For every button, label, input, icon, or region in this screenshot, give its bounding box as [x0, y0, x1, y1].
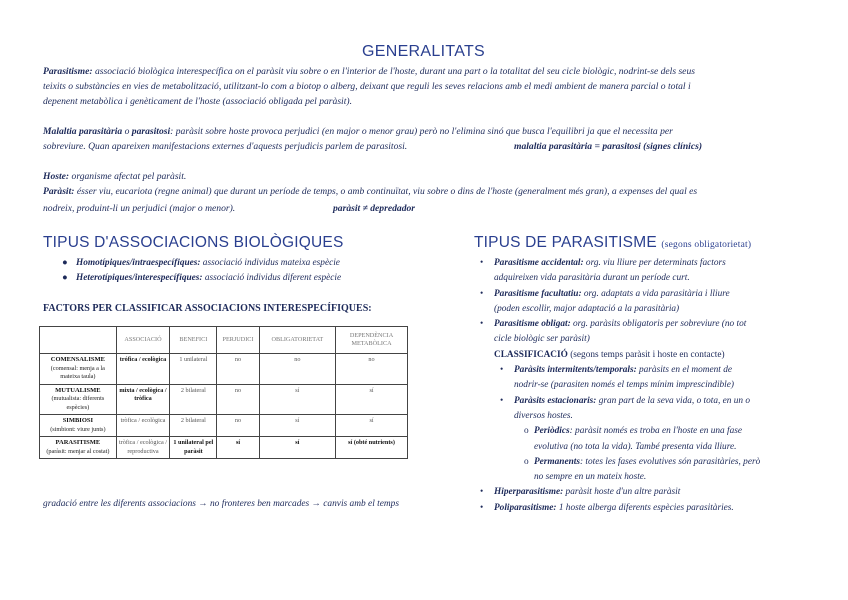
list-item-term: Hiperparasitisme: — [494, 487, 564, 498]
list-item-term: Parasitisme accidental: — [494, 258, 584, 268]
row-name-sub: (comensal: menja a la mateixa taula) — [50, 364, 105, 380]
table-cell: no — [336, 354, 408, 385]
associacions-table — [39, 326, 408, 459]
hoste-term: Hoste: — [43, 171, 70, 182]
table-header-row — [40, 327, 408, 354]
table-row-name — [40, 415, 117, 437]
sub-list-item-text: gran part de la seva vida, o tota, en un o — [596, 395, 751, 406]
parasitisme-term: Parasitisme: — [43, 66, 93, 77]
sub-sub-list-item-term: Permanents — [534, 456, 580, 467]
parasitisme-definition-line-2: teixits o substàncies en vies de metabolització, utilitzant-lo com a biotop o alberg, deixant que reguli les seves relacions amb el medi ambient de manera parcial o total i — [43, 81, 691, 92]
row-name-sub: (mutualista: diferents espècies) — [51, 395, 105, 411]
row-name-text: COMENSALISME — [50, 356, 105, 363]
malaltia-connector: o — [122, 126, 132, 137]
table-header-cell: OBLIGATORIETAT — [259, 327, 335, 354]
table-cell: sí — [217, 437, 259, 459]
right-list — [480, 256, 820, 516]
table-cell: 2 bilateral — [170, 415, 217, 437]
malaltia-text: : paràsit sobre hoste provoca perjudici (en major o menor grau) però no l'elimina sinó que busca l'equilibri ja que el necessita per — [170, 126, 673, 137]
bullet-icon: • — [500, 365, 504, 376]
parasitisme-heading-note: (segons obligatorietat) — [661, 240, 752, 250]
list-item — [480, 501, 820, 516]
table-cell: sí — [259, 384, 335, 415]
row-name-text: SIMBIOSI — [62, 417, 94, 424]
parasit-text: ésser viu, eucariota (regne animal) que durant un període de temps, o amb continuïtat, viu sobre o dins de l'hoste (generalment més gran), a expenses del qual es — [74, 186, 698, 197]
table-row-name — [40, 384, 117, 415]
malaltia-definition-line-2: sobreviure. Quan apareixen manifestacions externes d'aquests perjudicis parlem de parasitosi. — [43, 141, 408, 152]
parasitisme-text: associació biològica interespecífica on el paràsit viu sobre o en l'interior de l'hoste, durant una part o la totalitat del seu cicle biològic, nodrint-se dels seus — [92, 66, 695, 77]
classificacio-heading — [480, 348, 820, 363]
sub-list-item-term: Paràsits intermitents/temporals: — [514, 365, 637, 376]
bullet-icon: ● — [62, 273, 68, 283]
list-item-term: Parasitisme obligat: — [494, 319, 571, 330]
parasit-term: Paràsit: — [43, 186, 75, 197]
sub-list-item — [480, 394, 820, 409]
classificacio-note: (segons temps paràsit i hoste en contacte) — [567, 349, 725, 360]
sub-sub-list-item — [480, 455, 820, 470]
table-row-name — [40, 354, 117, 385]
sub-list-item-term: Paràsits estacionaris: — [514, 395, 597, 406]
malaltia-equation — [514, 141, 702, 152]
row-name-text: MUTUALISME — [55, 386, 101, 394]
list-item — [480, 256, 820, 271]
circle-bullet-icon: o — [524, 456, 529, 467]
list-item-continuation: adquireixen vida parasitària durant un període curt. — [494, 273, 690, 284]
table-header-cell: DEPENDÈNCIA METABÒLICA — [336, 327, 408, 354]
list-item — [62, 271, 341, 286]
malaltia-equation-text: malaltia parasitària = parasitosi (signes clínics) — [514, 141, 703, 152]
row-name-text: PARASITISME — [55, 439, 101, 446]
list-item — [480, 317, 820, 332]
table-cell: sí — [336, 415, 408, 437]
sub-sub-list-item-text: : totes les fases evolutives són parasitàries, però — [579, 456, 761, 467]
list-item — [62, 256, 340, 271]
table-cell: tròfica / ecològica — [116, 415, 170, 437]
factors-heading: FACTORS PER CLASSIFICAR ASSOCIACIONS INTERESPECÍFIQUES: — [43, 303, 372, 314]
sub-list-item-text: paràsits en el moment de — [636, 365, 732, 376]
malaltia-definition-line-1 — [43, 126, 673, 137]
parasit-definition-line-1 — [43, 186, 697, 197]
table-cell: sí — [259, 415, 335, 437]
table-row-name — [40, 437, 117, 459]
sub-list-item — [480, 363, 820, 378]
table-cell: 1 unilateral pel paràsit — [170, 437, 217, 459]
list-item-text: org. viu lliure per determinats factors — [583, 258, 726, 268]
list-item-text: org. paràsits obligatoris per sobreviure (no tot — [570, 319, 747, 330]
table-cell: sí — [259, 437, 335, 459]
table-header-cell: BENEFICI — [170, 327, 217, 354]
list-item — [480, 287, 820, 302]
list-item-text: 1 hoste alberga diferents espècies parasitàries. — [556, 502, 734, 513]
table-row — [40, 437, 408, 459]
table-cell: 1 unilateral — [170, 354, 217, 385]
table-cell: 2 bilateral — [170, 384, 217, 415]
table-cell: no — [217, 384, 259, 415]
hoste-text: organisme afectat pel paràsit. — [69, 171, 187, 182]
parasitisme-heading — [474, 234, 751, 252]
page-title: GENERALITATS — [362, 43, 486, 60]
bullet-icon: ● — [62, 258, 68, 268]
list-item-text: paràsit hoste d'un altre paràsit — [563, 487, 681, 498]
list-item-text: associació individus diferent espècie — [202, 273, 342, 283]
table-header-cell — [40, 327, 117, 354]
list-item-text: associació individus mateixa espècie — [200, 258, 340, 268]
list-item-text: org. adaptats a vida parasitària i lliure — [581, 288, 730, 299]
parasit-neq-text: paràsit ≠ depredador — [333, 203, 416, 214]
parasitisme-heading-text: TIPUS DE PARASITISME — [474, 234, 657, 251]
sub-list-item-continuation: nodrir-se (parasiten només el temps mínim imprescindible) — [514, 380, 734, 391]
circle-bullet-icon: o — [524, 426, 529, 437]
classificacio-term: CLASSIFICACIÓ — [494, 349, 568, 360]
table-header-cell: PERJUDICI — [217, 327, 259, 354]
sub-sub-list-item-continuation: evolutiva (no tota la vida). També presenta vida lliure. — [534, 441, 737, 452]
parasitisme-definition-line-3: depenent metabòlica i genèticament de l'hoste (associació obligada pel paràsit). — [43, 96, 352, 107]
malaltia-term: Malaltia parasitària — [43, 126, 123, 137]
sub-sub-list-item-continuation: no sempre en un mateix hoste. — [534, 472, 647, 483]
table-row — [40, 415, 408, 437]
table-cell: tròfica / ecològica / reproductiva — [116, 437, 170, 459]
table-row — [40, 354, 408, 385]
list-item-continuation: cicle biològic ser paràsit) — [494, 334, 590, 345]
list-item-term: Poliparasitisme: — [494, 502, 557, 513]
sub-sub-list-item — [480, 424, 820, 439]
table-cell: no — [217, 415, 259, 437]
table-cell: no — [259, 354, 335, 385]
row-name-sub: (simbiont: viure junts) — [50, 425, 106, 433]
bullet-icon: • — [480, 487, 484, 498]
list-item — [480, 485, 820, 500]
sub-list-item-continuation: diversos hostes. — [514, 410, 573, 421]
parasit-neq-depredador — [333, 203, 415, 214]
parasitosi-term: parasitosi — [131, 126, 171, 137]
table-cell: sí — [336, 384, 408, 415]
bullet-icon: • — [480, 502, 484, 513]
table-cell: sí (obté nutrients) — [336, 437, 408, 459]
bullet-icon: • — [480, 288, 484, 299]
bullet-icon: • — [500, 395, 504, 406]
table-cell: mixta / ecològica / tròfica — [116, 384, 170, 415]
row-name-sub: (paràsit: menjar al costat) — [46, 447, 110, 455]
associacions-heading: TIPUS D'ASSOCIACIONS BIOLÒGIQUES — [43, 234, 344, 251]
parasit-definition-line-2: nodreix, produint-li un perjudici (major o menor). — [43, 203, 236, 214]
hoste-definition — [43, 171, 186, 182]
table-cell: no — [217, 354, 259, 385]
list-item-term: Heterotípiques/interespecífiques: — [76, 273, 203, 283]
sub-sub-list-item-term: Periòdics — [534, 426, 570, 437]
table-row — [40, 384, 408, 415]
table-cell: trófica / ecològica — [116, 354, 170, 385]
parasitisme-definition-line-1 — [43, 66, 695, 77]
bullet-icon: • — [480, 319, 484, 330]
table-header-cell: ASSOCIACIÓ — [116, 327, 170, 354]
gradacio-footer: gradació entre les diferents associacions → no fronteres ben marcades → canvis amb el temps — [43, 499, 400, 509]
bullet-icon: • — [480, 258, 484, 268]
list-item-term: Parasitisme facultatiu: — [494, 288, 582, 299]
sub-sub-list-item-text: : paràsit només es troba en l'hoste en una fase — [569, 426, 742, 437]
list-item-term: Homotípiques/intraespecífiques: — [76, 258, 201, 268]
list-item-continuation: (poden escollir, major adaptació a la parasitària) — [494, 303, 680, 314]
